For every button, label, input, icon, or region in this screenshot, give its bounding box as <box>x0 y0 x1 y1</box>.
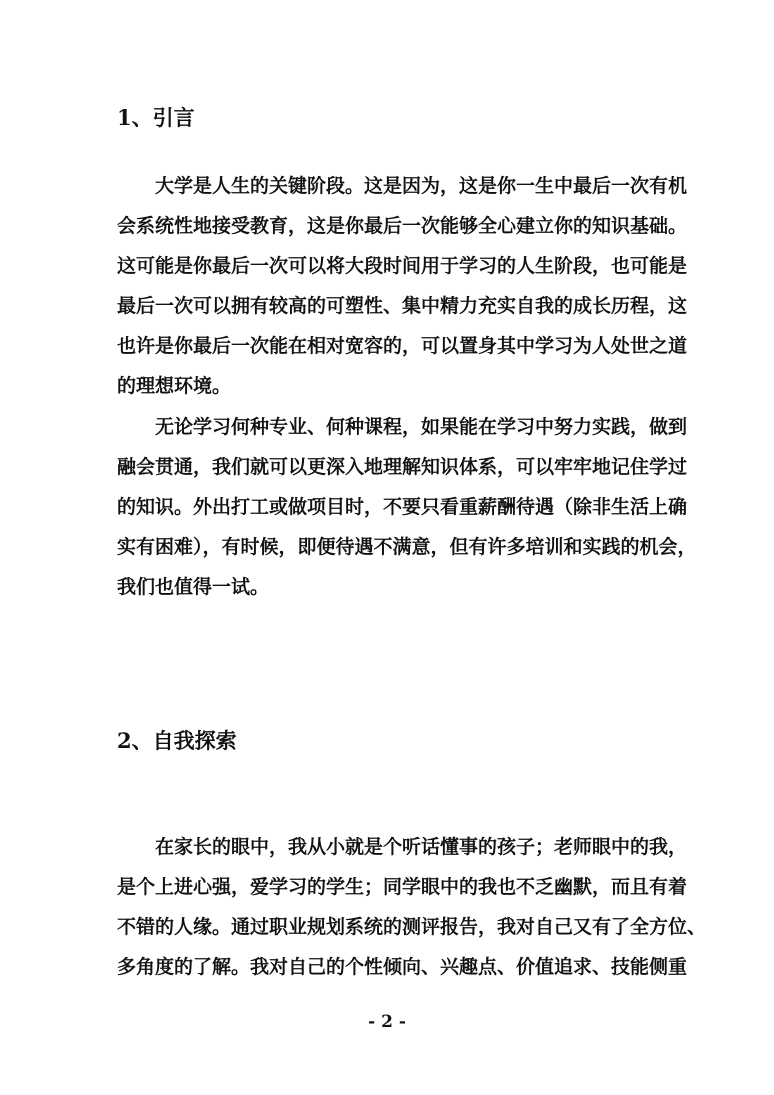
text-line: 的理想环境。 <box>117 375 232 397</box>
text-line: 也许是你最后一次能在相对宽容的，可以置身其中学习为人处世之道 <box>117 335 688 357</box>
text-line: 会系统性地接受教育，这是你最后一次能够全心建立你的知识基础。 <box>117 215 688 237</box>
paragraph-introduction-1 <box>117 166 688 406</box>
text-line: 无论学习何种专业、何种课程，如果能在学习中努力实践，做到 <box>155 416 688 438</box>
page-number: - 2 - <box>368 1012 406 1032</box>
text-line: 这可能是你最后一次可以将大段时间用于学习的人生阶段，也可能是 <box>117 255 688 277</box>
text-line: 在家长的眼中，我从小就是个听话懂事的孩子；老师眼中的我， <box>155 836 688 858</box>
text-line: 最后一次可以拥有较高的可塑性、集中精力充实自我的成长历程，这 <box>117 295 688 317</box>
paragraph-introduction-2 <box>117 407 697 607</box>
text-line: 多角度的了解。我对自己的个性倾向、兴趣点、价值追求、技能侧重 <box>117 956 688 978</box>
text-line: 融会贯通，我们就可以更深入地理解知识体系，可以牢牢地记住学过 <box>117 456 688 478</box>
section-heading-introduction: 1、引言 <box>117 105 195 130</box>
paragraph-self-exploration-1 <box>117 827 707 987</box>
text-line: 大学是人生的关键阶段。这是因为，这是你一生中最后一次有机 <box>155 175 688 197</box>
text-line: 我们也值得一试。 <box>117 576 270 598</box>
text-line: 是个上进心强，爱学习的学生；同学眼中的我也不乏幽默，而且有着 <box>117 876 688 898</box>
text-line: 的知识。外出打工或做项目时，不要只看重薪酬待遇（除非生活上确 <box>117 496 688 518</box>
section-heading-self-exploration: 2、自我探索 <box>117 728 237 753</box>
text-line: 实有困难），有时候，即便待遇不满意，但有许多培训和实践的机会， <box>117 536 697 558</box>
text-line: 不错的人缘。通过职业规划系统的测评报告，我对自己又有了全方位、 <box>117 916 707 938</box>
